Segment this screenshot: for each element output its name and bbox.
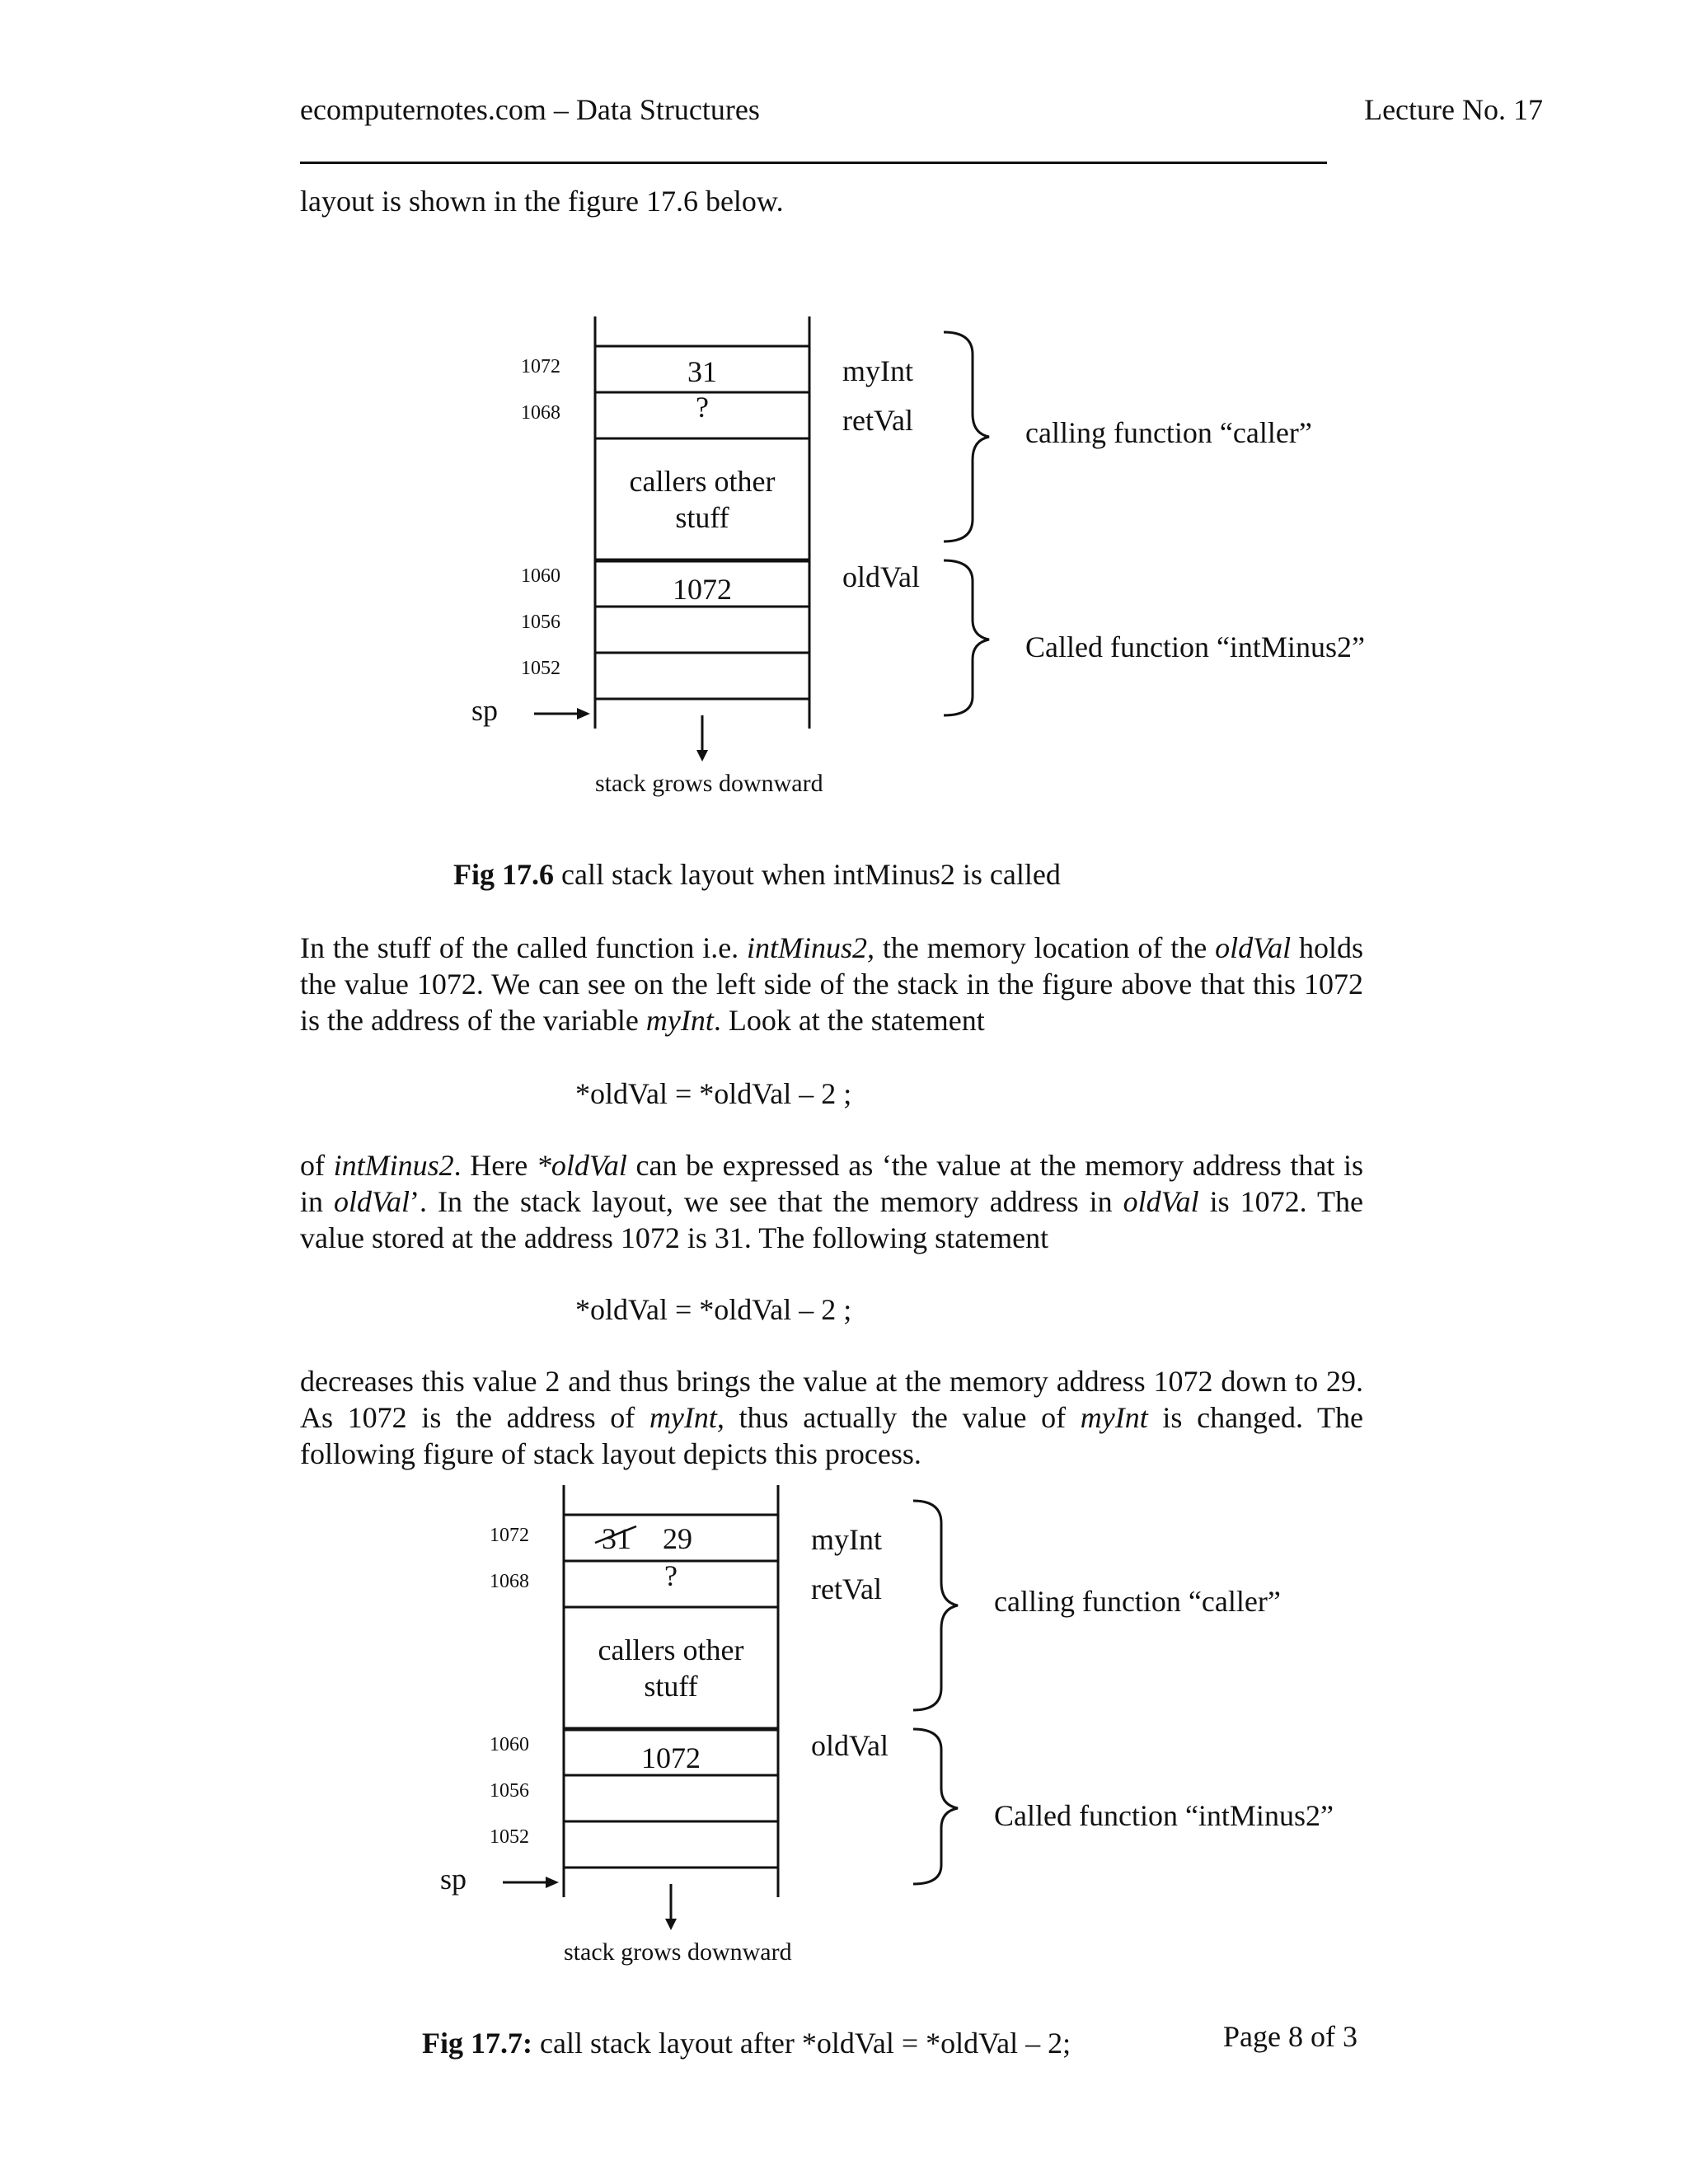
emphasis: oldVal xyxy=(1123,1185,1199,1218)
text-span: holds the value 1072. We can see on the left side of the stack in the figure above that this 1072 is the address of the variable xyxy=(300,931,1363,1037)
group-caller-label: calling function “caller” xyxy=(994,1585,1281,1618)
paragraph-2 xyxy=(300,1147,1363,1256)
group-callee-label: Called function “intMinus2” xyxy=(994,1799,1334,1832)
addr-1060: 1060 xyxy=(521,565,560,587)
emphasis: oldVal xyxy=(1215,931,1292,964)
text-span: can be expressed as ‘the value at the memory address that is in xyxy=(300,1149,1363,1218)
figure-17-7-caption xyxy=(422,2026,1071,2060)
paragraph-1 xyxy=(300,930,1363,1038)
emphasis: *oldVal xyxy=(536,1149,627,1182)
emphasis: intMinus2, xyxy=(747,931,875,964)
var-retval: retVal xyxy=(811,1572,882,1605)
var-oldval: oldVal xyxy=(842,560,920,593)
emphasis: intMinus2 xyxy=(333,1149,454,1182)
addr-1060: 1060 xyxy=(490,1734,529,1755)
statement-1: *oldVal = *oldVal – 2 ; xyxy=(575,1077,852,1110)
emphasis: myInt xyxy=(1080,1401,1148,1434)
cell-myint-old-value: 31 xyxy=(602,1522,631,1555)
var-retval: retVal xyxy=(842,404,913,437)
caption-label: Fig 17.7: xyxy=(422,2027,532,2060)
figure-17-6-caption xyxy=(453,857,1061,892)
group-callee-label: Called function “intMinus2” xyxy=(1025,630,1365,663)
cell-myint-new-value: 29 xyxy=(663,1522,692,1555)
addr-1056: 1056 xyxy=(490,1780,529,1802)
text-span: decreases this value 2 and thus brings the value at the memory address 1072 down to 29. As 1072 is the address of xyxy=(300,1365,1363,1434)
header-left: ecomputernotes.com – Data Structures xyxy=(300,93,760,126)
addr-1068: 1068 xyxy=(521,402,560,424)
addr-1072: 1072 xyxy=(521,356,560,377)
addr-1068: 1068 xyxy=(490,1571,529,1592)
text-span: . Look at the statement xyxy=(713,1004,985,1037)
text-span: thus actually the value of xyxy=(724,1401,1081,1434)
caption-text: call stack layout when intMinus2 is called xyxy=(554,858,1061,891)
var-myint: myInt xyxy=(842,354,913,387)
text-span: In the stuff of the called function i.e. xyxy=(300,931,748,964)
text-span: is 1072. The value stored at the address 1072 is 31. The following statement xyxy=(300,1185,1363,1254)
cell-oldval-value: 1072 xyxy=(641,1741,701,1774)
addr-1072: 1072 xyxy=(490,1525,529,1546)
intro-line: layout is shown in the figure 17.6 below. xyxy=(300,185,784,218)
cell-other-line1: callers other xyxy=(598,1633,744,1666)
cell-other-line1: callers other xyxy=(629,465,776,498)
emphasis: myInt xyxy=(645,1004,714,1037)
stack-grows-label: stack grows downward xyxy=(595,770,823,797)
emphasis: myInt, xyxy=(649,1401,724,1434)
page-number: Page 8 of 3 xyxy=(1223,2020,1357,2053)
figure-17-7 xyxy=(0,1475,1688,1986)
sp-label: sp xyxy=(471,694,499,727)
cell-myint-value: 31 xyxy=(687,355,717,388)
caption-text: call stack layout after *oldVal = *oldVal – 2; xyxy=(532,2027,1071,2060)
text-span: ’. In the stack layout, we see that the memory address in xyxy=(410,1185,1123,1218)
text-span: . Here xyxy=(453,1149,537,1182)
figure-17-6 xyxy=(0,0,1688,907)
var-myint: myInt xyxy=(811,1523,882,1556)
text-span: of xyxy=(300,1149,334,1182)
addr-1052: 1052 xyxy=(521,658,560,679)
cell-retval-value: ? xyxy=(664,1559,678,1592)
addr-1056: 1056 xyxy=(521,612,560,633)
sp-label: sp xyxy=(440,1863,467,1896)
statement-2: *oldVal = *oldVal – 2 ; xyxy=(575,1293,852,1326)
var-oldval: oldVal xyxy=(811,1729,889,1762)
text-span: is changed. The following figure of stack layout depicts this process. xyxy=(300,1401,1364,1470)
caption-label: Fig 17.6 xyxy=(453,858,554,891)
cell-oldval-value: 1072 xyxy=(673,573,732,606)
text-span: the memory location of the xyxy=(874,931,1216,964)
addr-1052: 1052 xyxy=(490,1826,529,1848)
header-right: Lecture No. 17 xyxy=(1364,93,1543,126)
group-caller-label: calling function “caller” xyxy=(1025,416,1312,449)
cell-other-line2: stuff xyxy=(675,501,729,534)
cell-retval-value: ? xyxy=(696,391,709,424)
stack-grows-label: stack grows downward xyxy=(564,1938,792,1966)
cell-other-line2: stuff xyxy=(644,1670,698,1703)
emphasis: oldVal xyxy=(334,1185,410,1218)
paragraph-3 xyxy=(300,1363,1363,1472)
